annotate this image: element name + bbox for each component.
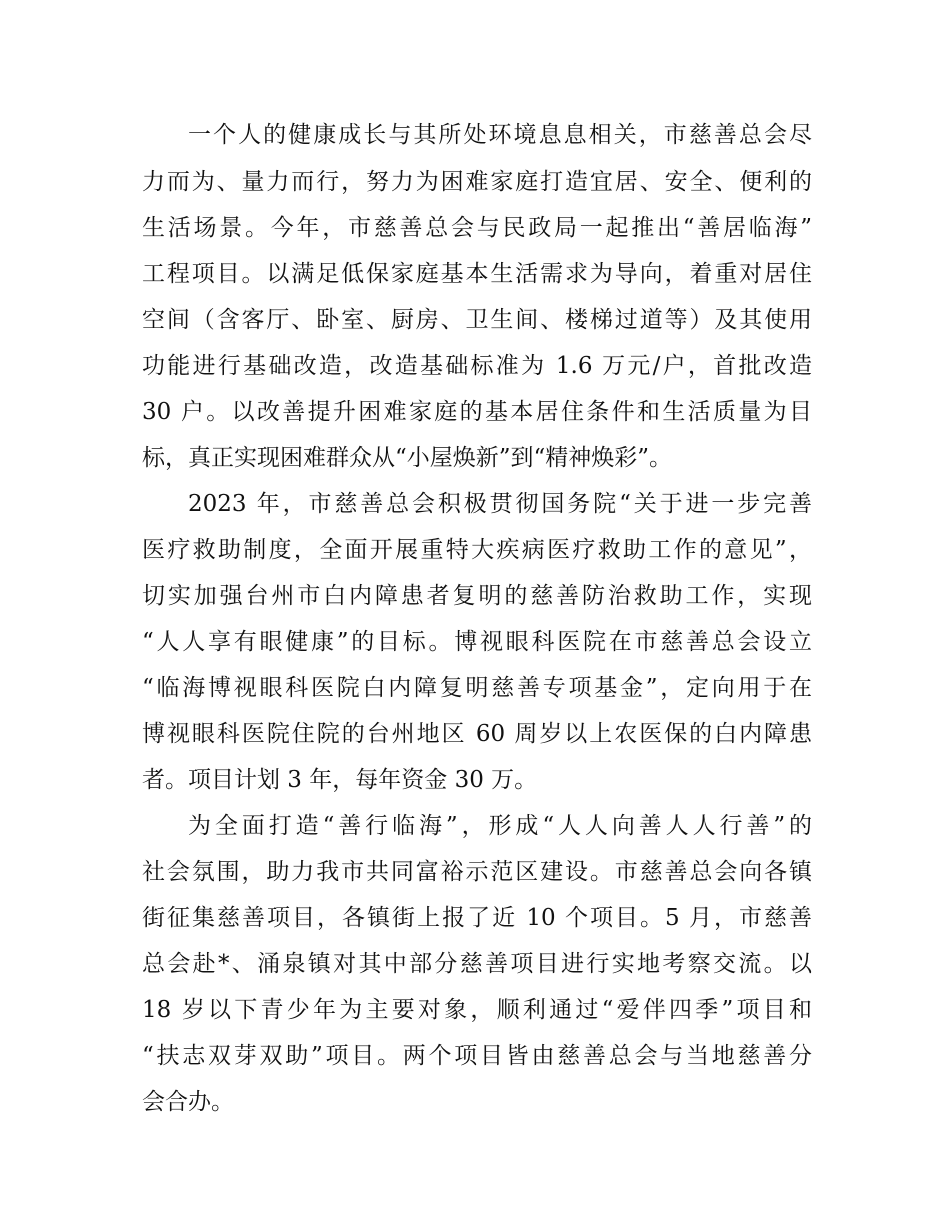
paragraph-3-line-5: 18 岁以下青少年为主要对象，顺利通过“爱伴四季”项目和 bbox=[142, 997, 812, 1023]
paragraph-3-line-2: 社会氛围，助力我市共同富裕示范区建设。市慈善总会向各镇 bbox=[142, 859, 812, 885]
paragraph-2-line-1: 2023 年，市慈善总会积极贯彻国务院“关于进一步完善 bbox=[188, 491, 812, 517]
paragraph-3-line-6: “扶志双芽双助”项目。两个项目皆由慈善总会与当地慈善分 bbox=[142, 1043, 812, 1069]
paragraph-3-line-7: 会合办。 bbox=[142, 1089, 234, 1115]
paragraph-1-line-4: 工程项目。以满足低保家庭基本生活需求为导向，着重对居住 bbox=[142, 261, 812, 287]
paragraph-2-line-7: 者。项目计划 3 年，每年资金 30 万。 bbox=[142, 767, 538, 793]
paragraph-2-line-4: “人人享有眼健康”的目标。博视眼科医院在市慈善总会设立 bbox=[142, 629, 812, 655]
paragraph-1-line-8: 标，真正实现困难群众从“小屋焕新”到“精神焕彩”。 bbox=[142, 445, 673, 471]
paragraph-2-line-2: 医疗救助制度，全面开展重特大疾病医疗救助工作的意见”， bbox=[142, 537, 812, 563]
paragraph-1-line-2: 力而为、量力而行，努力为困难家庭打造宜居、安全、便利的 bbox=[142, 169, 812, 195]
paragraph-1-line-5: 空间（含客厅、卧室、厨房、卫生间、楼梯过道等）及其使用 bbox=[142, 307, 812, 333]
paragraph-3-line-4: 总会赴*、涌泉镇对其中部分慈善项目进行实地考察交流。以 bbox=[142, 951, 812, 977]
paragraph-1-line-7: 30 户。以改善提升困难家庭的基本居住条件和生活质量为目 bbox=[142, 399, 812, 425]
paragraph-2-line-5: “临海博视眼科医院白内障复明慈善专项基金”，定向用于在 bbox=[142, 675, 812, 701]
paragraph-3-line-3: 街征集慈善项目，各镇街上报了近 10 个项目。5 月，市慈善 bbox=[142, 905, 812, 931]
paragraph-2-line-6: 博视眼科医院住院的台州地区 60 周岁以上农医保的白内障患 bbox=[142, 721, 812, 747]
paragraph-3-line-1: 为全面打造“善行临海”，形成“人人向善人人行善”的 bbox=[188, 813, 812, 839]
paragraph-2-line-3: 切实加强台州市白内障患者复明的慈善防治救助工作，实现 bbox=[142, 583, 812, 609]
paragraph-1-line-1: 一个人的健康成长与其所处环境息息相关，市慈善总会尽 bbox=[188, 122, 812, 148]
paragraph-1-line-3: 生活场景。今年，市慈善总会与民政局一起推出“善居临海” bbox=[142, 215, 812, 241]
paragraph-1-line-6: 功能进行基础改造，改造基础标准为 1.6 万元/户，首批改造 bbox=[142, 353, 812, 379]
